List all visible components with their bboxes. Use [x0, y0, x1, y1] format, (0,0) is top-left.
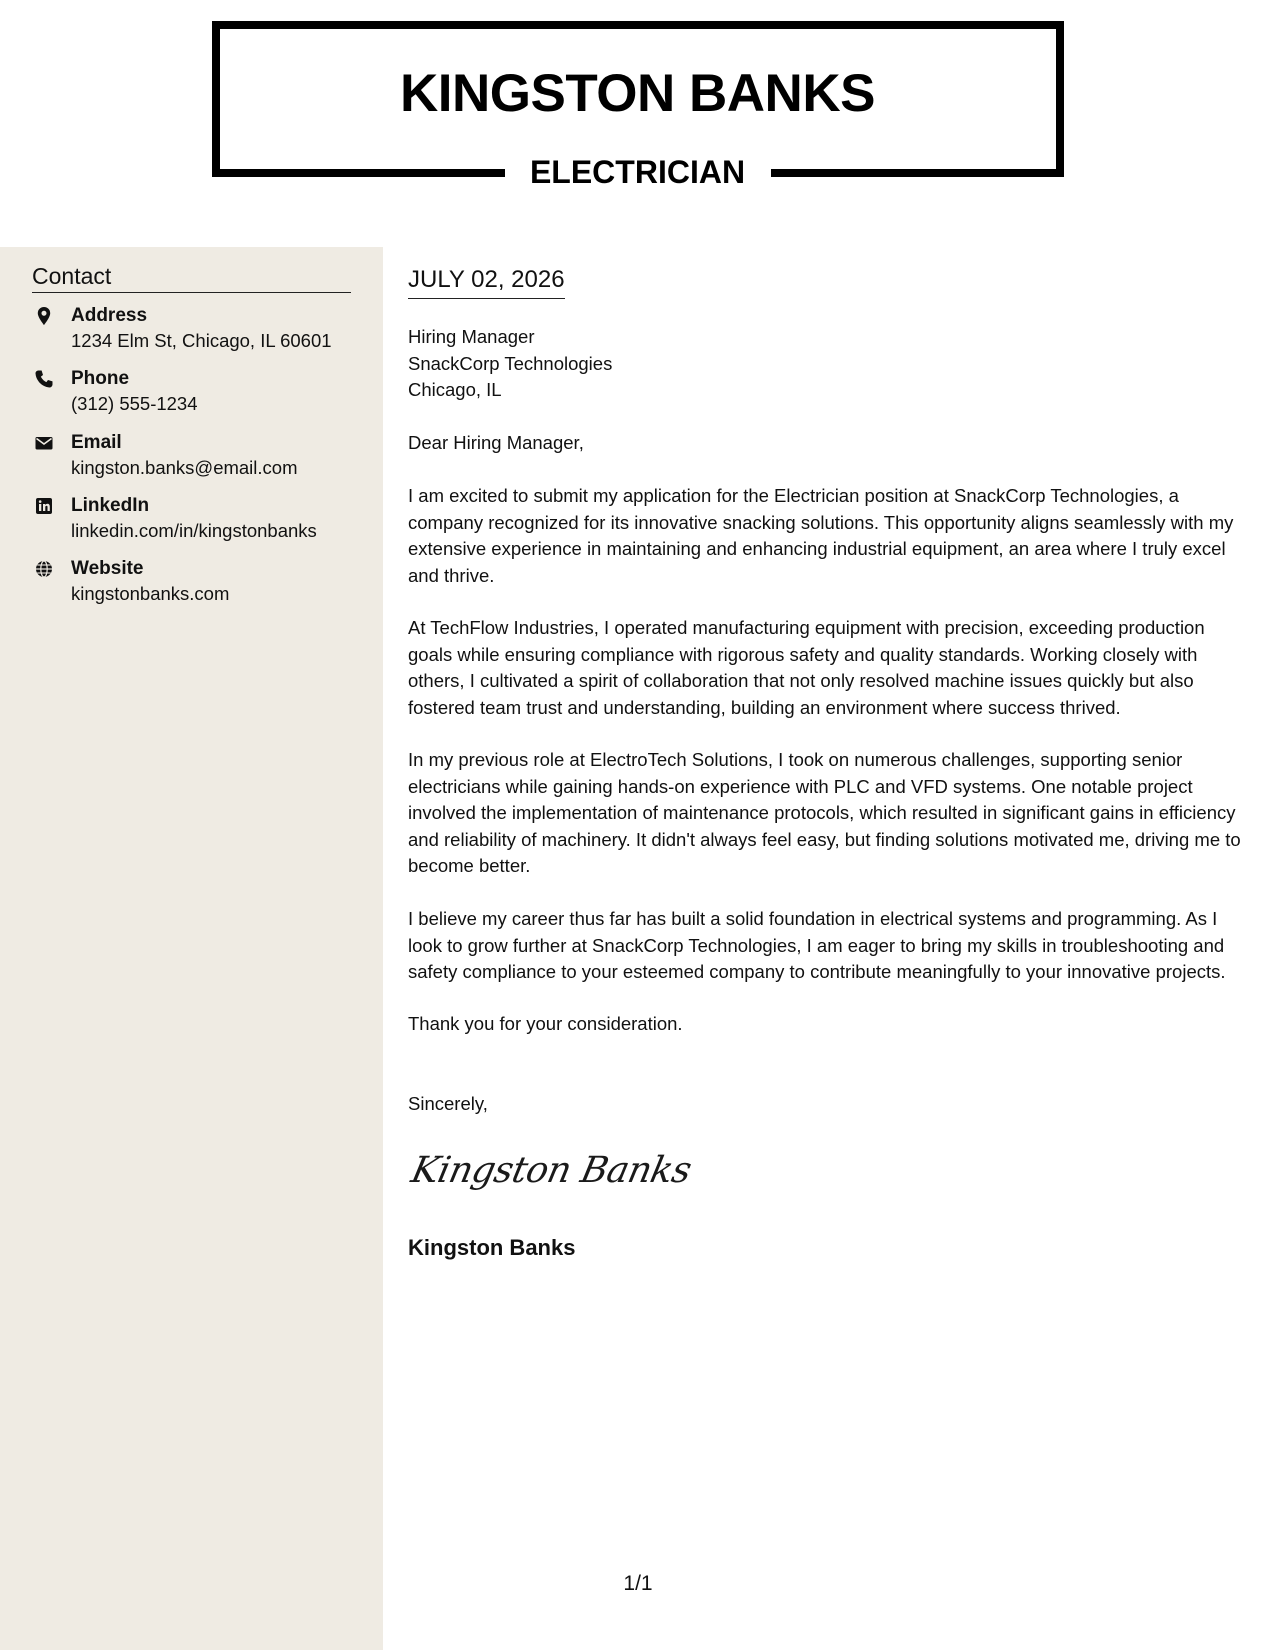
globe-icon	[34, 559, 54, 579]
paragraph: Thank you for your consideration.	[408, 1013, 683, 1034]
paragraph: I am excited to submit my application for the Electrician position at SnackCorp Technologies, a company recognized for its innovative snacking solutions. This opportunity aligns seamlessly with my extensive experience in maintaining and enhancing industrial equipment, an area where I truly excel and thrive.	[408, 485, 1234, 586]
recipient-line: SnackCorp Technologies	[408, 352, 613, 374]
contact-label: Phone	[71, 368, 130, 389]
salutation: Dear Hiring Manager,	[408, 432, 584, 453]
signed-name: Kingston Banks	[408, 1235, 576, 1260]
paragraph: At TechFlow Industries, I operated manufacturing equipment with precision, exceeding production goals while ensuring compliance with rigorous safety and quality standards. Working closely with others, I cultivated a spirit of collaboration that not only resolved machine issues quickly but also fostered team trust and understanding, building an environment where success thrived.	[408, 617, 1205, 718]
contact-value: linkedin.com/in/kingstonbanks	[71, 520, 317, 541]
contact-value: (312) 555-1234	[71, 393, 198, 414]
handwritten-signature: Kingston Banks	[407, 1150, 695, 1191]
job-title: ELECTRICIAN	[529, 154, 746, 190]
paragraph: I believe my career thus far has built a solid foundation in electrical systems and programming. As I look to grow further at SnackCorp Technologies, I am eager to bring my skills in troubleshooting and safety compliance to your esteemed company to contribute meaningfully to your innovative projects.	[408, 908, 1226, 982]
contact-label: Website	[71, 558, 144, 579]
contact-heading: Contact	[32, 261, 351, 293]
contact-label: Email	[71, 432, 122, 453]
contact-label: Address	[71, 305, 148, 326]
paragraph: In my previous role at ElectroTech Solutions, I took on numerous challenges, supporting senior electricians while gaining hands-on experience with PLC and VFD systems. One notable project involved the implementation of maintenance protocols, which resulted in significant gains in efficiency and reliability of machinery. It didn't always feel easy, but finding solutions motivated me, driving me to become better.	[408, 749, 1241, 876]
closing: Sincerely,	[408, 1093, 488, 1114]
phone-icon	[34, 369, 54, 389]
location-pin-icon	[34, 306, 54, 326]
contact-value: 1234 Elm St, Chicago, IL 60601	[71, 330, 332, 351]
applicant-name: KINGSTON BANKS	[400, 64, 875, 123]
contact-label: LinkedIn	[71, 495, 150, 516]
envelope-icon	[34, 433, 54, 453]
letter-date: JULY 02, 2026	[408, 265, 565, 299]
contact-value: kingston.banks@email.com	[71, 457, 298, 478]
recipient-block	[408, 324, 1008, 404]
linkedin-icon	[34, 496, 54, 516]
contact-value: kingstonbanks.com	[71, 583, 230, 604]
page-number: 1/1	[623, 1572, 653, 1595]
recipient-line: Chicago, IL	[408, 379, 502, 400]
recipient-line: Hiring Manager	[408, 326, 535, 347]
